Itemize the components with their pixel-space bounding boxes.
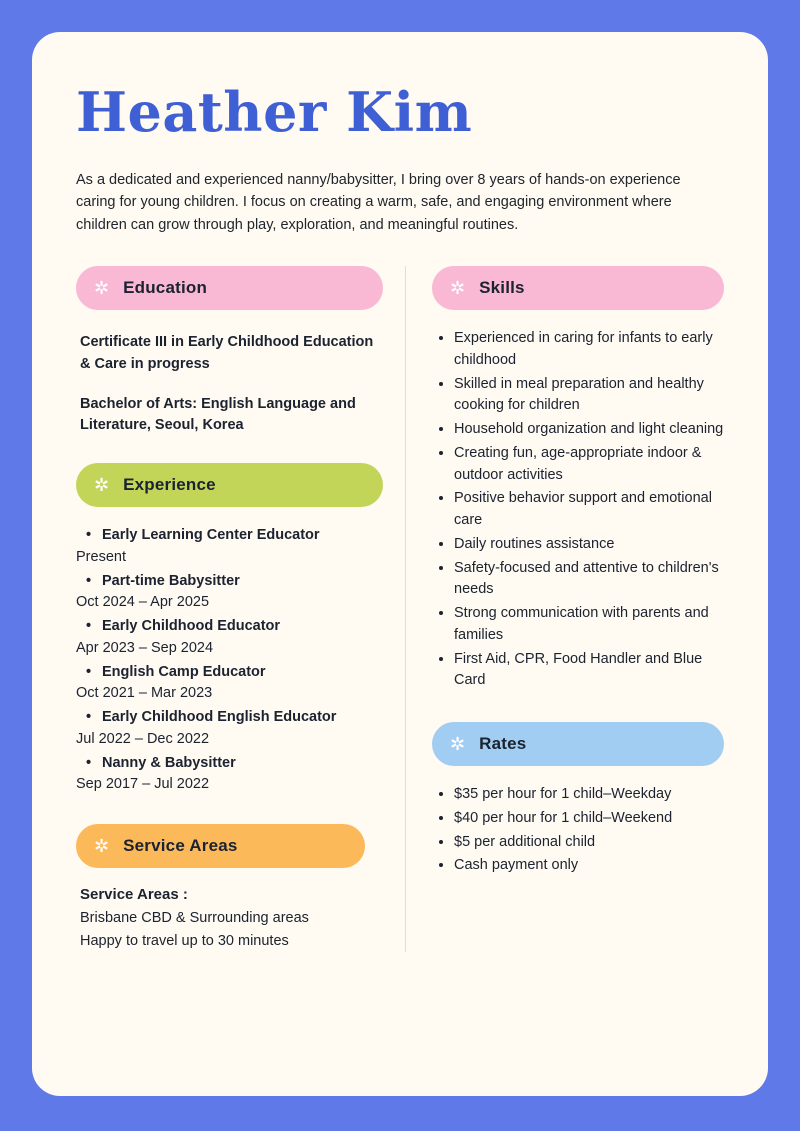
section-header-service-areas bbox=[76, 824, 365, 868]
experience-dates: Sep 2017 – Jul 2022 bbox=[76, 776, 210, 793]
left-column bbox=[76, 266, 406, 952]
section-title-service-areas: Service Areas bbox=[123, 836, 238, 856]
experience-dates: Present bbox=[76, 548, 126, 565]
list-item: • Strong communication with parents and families bbox=[454, 603, 724, 647]
education-list bbox=[76, 328, 383, 437]
experience-role: • Part-time Babysitter bbox=[102, 571, 383, 593]
experience-dates: Oct 2024 – Apr 2025 bbox=[76, 594, 210, 611]
experience-role: • Early Childhood Educator bbox=[102, 616, 383, 638]
profile-summary: As a dedicated and experienced nanny/babysitter, I bring over 8 years of hands-on experience caring for young children. I focus on creating a warm, safe, and engaging environment where children can grow through play, exploration, and meaningful routines. bbox=[76, 171, 681, 233]
section-title-rates: Rates bbox=[479, 734, 527, 754]
list-item bbox=[76, 662, 383, 706]
section-title-skills: Skills bbox=[479, 278, 525, 298]
service-areas-line: Happy to travel up to 30 minutes bbox=[80, 932, 289, 949]
experience-role: • Early Learning Center Educator bbox=[102, 525, 383, 547]
right-column bbox=[406, 266, 724, 885]
section-title-experience: Experience bbox=[123, 475, 216, 495]
list-item bbox=[76, 707, 383, 751]
list-item bbox=[76, 525, 383, 569]
education-item: Bachelor of Arts: English Language and Literature, Seoul, Korea bbox=[80, 395, 356, 434]
service-areas-line: Brisbane CBD & Surrounding areas bbox=[80, 910, 309, 927]
list-item: • Experienced in caring for infants to early childhood bbox=[454, 328, 724, 372]
section-title-education: Education bbox=[123, 278, 208, 298]
list-item: • Daily routines assistance bbox=[454, 534, 724, 556]
section-header-education bbox=[76, 266, 383, 310]
list-item bbox=[76, 753, 383, 797]
experience-role: • English Camp Educator bbox=[102, 662, 383, 684]
resume-content bbox=[32, 32, 768, 952]
list-item: • $40 per hour for 1 child–Weekend bbox=[454, 808, 724, 830]
list-item: • First Aid, CPR, Food Handler and Blue Card bbox=[454, 649, 724, 693]
service-areas-block bbox=[76, 886, 383, 952]
list-item bbox=[76, 571, 383, 615]
list-item: • Skilled in meal preparation and healthy cooking for children bbox=[454, 374, 724, 418]
skills-list bbox=[432, 328, 724, 692]
section-header-skills bbox=[432, 266, 724, 310]
resume-card bbox=[32, 32, 768, 1096]
flower-icon: ✲ bbox=[450, 734, 466, 755]
experience-dates: Oct 2021 – Mar 2023 bbox=[76, 685, 213, 702]
list-item: • $5 per additional child bbox=[454, 832, 724, 854]
list-item bbox=[76, 616, 383, 660]
education-item: Certificate III in Early Childhood Education & Care in progress bbox=[80, 334, 374, 372]
flower-icon: ✲ bbox=[94, 836, 110, 857]
list-item: • Cash payment only bbox=[454, 855, 724, 877]
flower-icon: ✲ bbox=[450, 278, 466, 299]
list-item: • $35 per hour for 1 child–Weekday bbox=[454, 784, 724, 806]
experience-list bbox=[76, 525, 383, 796]
experience-dates: Jul 2022 – Dec 2022 bbox=[76, 730, 210, 747]
service-areas-heading: Service Areas : bbox=[80, 886, 188, 904]
experience-role: • Nanny & Babysitter bbox=[102, 753, 383, 775]
list-item: • Positive behavior support and emotional care bbox=[454, 488, 724, 532]
rates-list bbox=[432, 784, 724, 877]
experience-role: • Early Childhood English Educator bbox=[102, 707, 383, 729]
flower-icon: ✲ bbox=[94, 278, 110, 299]
section-header-rates bbox=[432, 722, 724, 766]
list-item: • Creating fun, age-appropriate indoor & outdoor activities bbox=[454, 443, 724, 487]
list-item: • Safety-focused and attentive to children's needs bbox=[454, 558, 724, 602]
flower-icon: ✲ bbox=[94, 475, 110, 496]
experience-dates: Apr 2023 – Sep 2024 bbox=[76, 639, 214, 656]
list-item: • Household organization and light cleaning bbox=[454, 419, 724, 441]
section-header-experience bbox=[76, 463, 383, 507]
two-column-layout bbox=[76, 266, 724, 952]
page-title: Heather Kim bbox=[76, 80, 473, 144]
